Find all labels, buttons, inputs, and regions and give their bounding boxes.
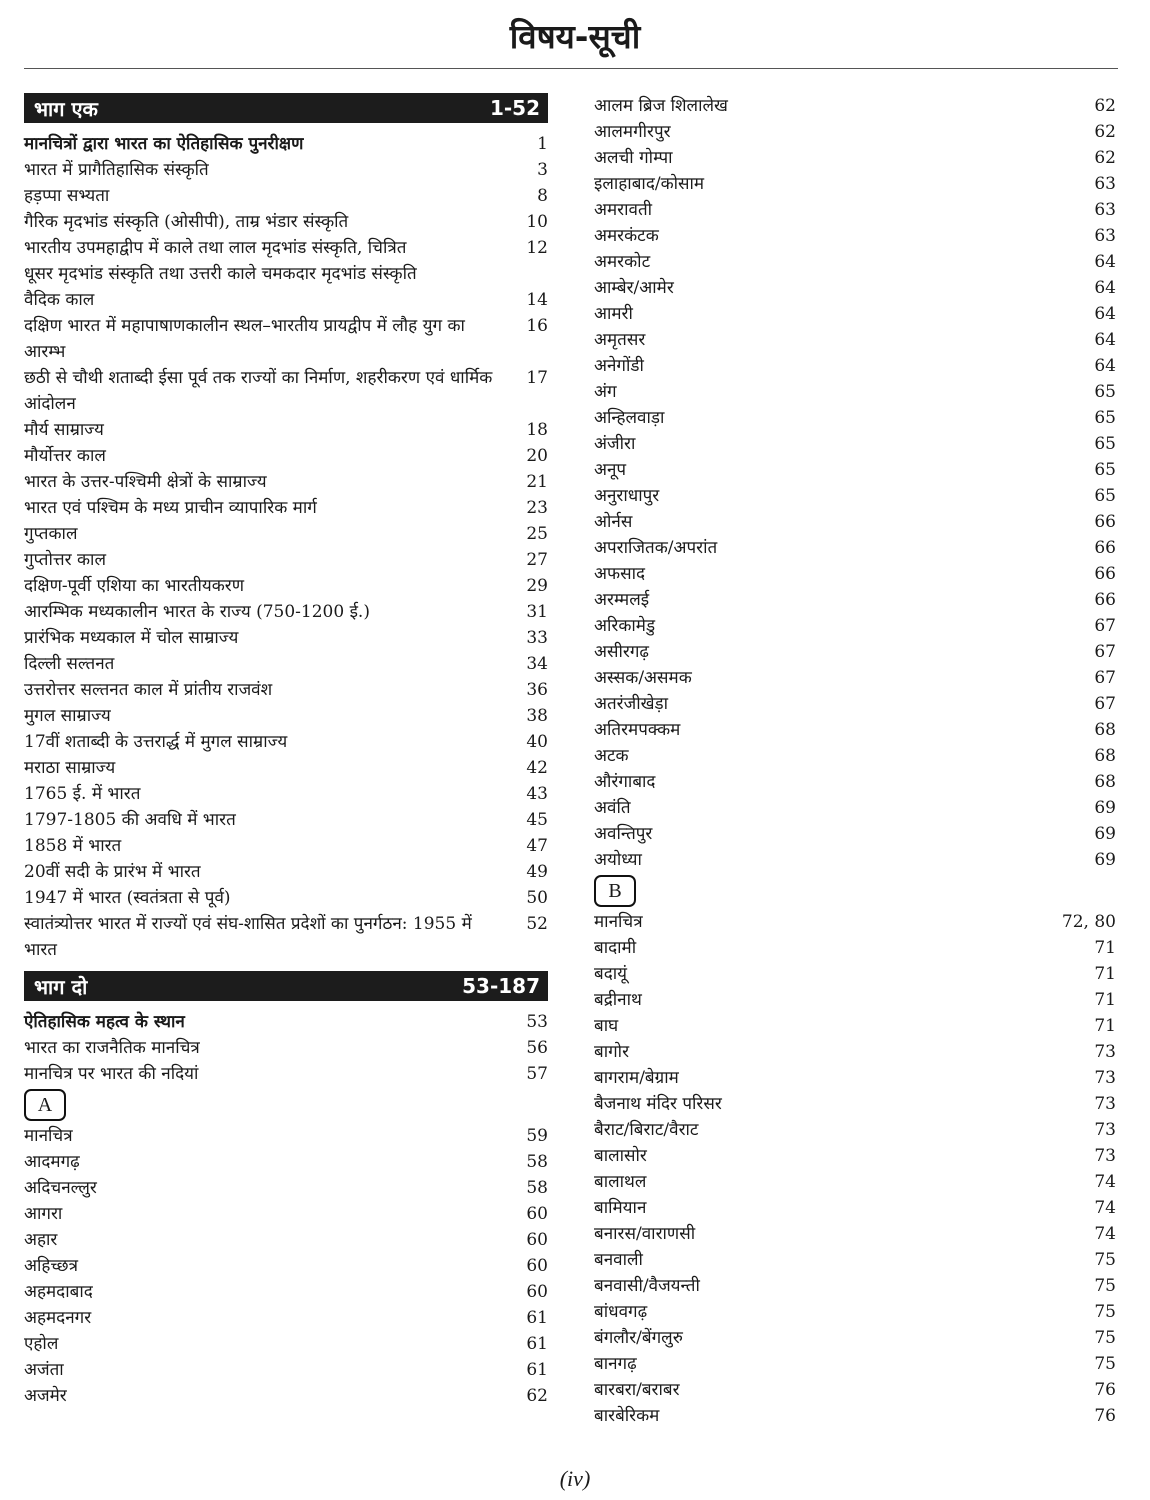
toc-entry [24,677,548,703]
toc-entry-page: 64 [1094,278,1116,298]
toc-entry [594,1091,1116,1117]
toc-entry-title: दक्षिण भारत में महापाषाणकालीन स्थल–भारतीय प्रायद्वीप में लौह युग का आरम्भ [24,316,465,362]
left-column [24,93,548,1409]
toc-entry [594,197,1116,223]
page-number: (iv) [559,1466,591,1491]
toc-entry-title: भारत में प्रागैतिहासिक संस्कृति [24,160,209,180]
toc-entry-page: 52 [526,914,548,934]
toc-entry [594,1221,1116,1247]
toc-entry-page: 75 [1094,1328,1116,1348]
toc-entry [24,1253,548,1279]
toc-entry-page: 58 [526,1152,548,1172]
toc-entry [24,365,548,417]
toc-entry-title: अस्सक/असमक [594,668,692,688]
toc-entry [594,795,1116,821]
toc-entry-title: 1858 में भारत [24,836,122,856]
toc-entry-title: मौर्य साम्राज्य [24,420,104,440]
toc-entry-page: 72, 80 [1061,912,1116,932]
toc-entry [24,573,548,599]
toc-entry [594,587,1116,613]
toc-entry-page: 68 [1094,720,1116,740]
toc-entry-page: 60 [526,1204,548,1224]
toc-entry-title: बारबरा/बराबर [594,1380,680,1400]
toc-entry-title: गुप्तकाल [24,524,78,544]
part-one-label: भाग एक [34,96,98,121]
section-b-entries [594,909,1116,1429]
toc-entry-page: 69 [1094,850,1116,870]
toc-entry-page: 71 [1094,990,1116,1010]
toc-entry [594,561,1116,587]
toc-entry-title: भारत के उत्तर-पश्चिमी क्षेत्रों के साम्राज्य [24,472,267,492]
toc-entry-title: बदायूं [594,964,627,984]
toc-entry-title: बनवासी/वैजयन्ती [594,1276,700,1296]
toc-entry [594,1039,1116,1065]
toc-entry-page: 25 [526,524,548,544]
toc-entry-title: बांधवगढ़ [594,1302,648,1322]
toc-entry [594,717,1116,743]
part-two-label: भाग दो [34,974,88,999]
toc-entry [594,275,1116,301]
toc-entry [594,691,1116,717]
toc-entry-title: अंजीरा [594,434,636,454]
toc-entry [24,625,548,651]
toc-entry-page: 64 [1094,330,1116,350]
toc-entry-page: 67 [1094,616,1116,636]
toc-entry-page: 64 [1094,356,1116,376]
toc-entry [24,599,548,625]
toc-entry-page: 66 [1094,538,1116,558]
toc-entry [594,743,1116,769]
toc-entry-page: 49 [526,862,548,882]
toc-entry [24,287,548,313]
toc-entry-page: 71 [1094,964,1116,984]
toc-entry-title: दिल्ली सल्तनत [24,654,115,674]
toc-entry [24,911,548,963]
toc-entry-title: 17वीं शताब्दी के उत्तरार्द्ध में मुगल साम्राज्य [24,732,288,752]
toc-entry-title: अपराजितक/अपरांत [594,538,718,558]
toc-entry-title: ओर्नस [594,512,633,532]
toc-entry-title: अफसाद [594,564,646,584]
toc-entry-title: मौर्योत्तर काल [24,446,106,466]
toc-entry-page: 56 [526,1038,548,1058]
toc-entry-page: 58 [526,1178,548,1198]
toc-entry-title: 1797-1805 की अवधि में भारत [24,810,236,830]
toc-entry [24,1035,548,1061]
part-two-entries [24,1009,548,1087]
toc-entry [594,1325,1116,1351]
toc-entry-title: बादामी [594,938,637,958]
toc-entry-page: 73 [1094,1068,1116,1088]
toc-entry-page: 63 [1094,226,1116,246]
toc-entry [594,1117,1116,1143]
toc-entry-title: अंग [594,382,617,402]
toc-entry-page: 18 [526,420,548,440]
toc-entry-title: औरंगाबाद [594,772,656,792]
toc-entry [24,469,548,495]
toc-entry-page: 61 [526,1334,548,1354]
toc-entry-page: 47 [526,836,548,856]
part-one-range: 1-52 [489,96,540,120]
toc-entry-title: आलमगीरपुर [594,122,671,142]
toc-entry [594,1273,1116,1299]
toc-entry [24,1331,548,1357]
toc-entry [24,521,548,547]
toc-entry-page: 42 [526,758,548,778]
toc-entry-title: असीरगढ़ [594,642,649,662]
toc-entry-title: मराठा साम्राज्य [24,758,116,778]
toc-entry-page: 57 [526,1064,548,1084]
toc-entry-title: अमरकंटक [594,226,659,246]
part-two-range: 53-187 [462,974,540,998]
toc-entry [594,847,1116,873]
toc-entry-page: 40 [526,732,548,752]
toc-entry-page: 65 [1094,434,1116,454]
toc-entry [594,909,1116,935]
toc-entry-page: 29 [526,576,548,596]
toc-entry [24,885,548,911]
toc-entry-title: आमरी [594,304,633,324]
toc-entry-page: 66 [1094,564,1116,584]
toc-entry-title: दक्षिण-पूर्वी एशिया का भारतीयकरण [24,576,245,596]
part-two-header [24,971,548,1001]
toc-entry-page: 33 [526,628,548,648]
toc-entry [24,729,548,755]
toc-entry [24,313,548,365]
toc-entry-page: 1 [537,134,548,154]
toc-entry-page: 73 [1094,1146,1116,1166]
toc-entry-page: 64 [1094,252,1116,272]
toc-entry-page: 63 [1094,174,1116,194]
toc-entry [24,131,548,157]
toc-entry-title: इलाहाबाद/कोसाम [594,174,705,194]
toc-entry-title: बद्रीनाथ [594,990,642,1010]
toc-entry [24,209,548,235]
toc-entry [594,1143,1116,1169]
toc-entry [24,261,548,287]
toc-entry [594,987,1116,1013]
toc-entry-title: अनेगोंडी [594,356,644,376]
toc-entry-title: आगरा [24,1204,63,1224]
toc-entry-title: बारबेरिकम [594,1406,660,1426]
toc-entry-title: 1947 में भारत (स्वतंत्रता से पूर्व) [24,888,231,908]
toc-entry-title: मानचित्र [594,912,643,932]
toc-entry [24,1201,548,1227]
toc-entry [594,405,1116,431]
toc-entry-page: 67 [1094,694,1116,714]
toc-entry-page: 14 [526,290,548,310]
toc-entry-page: 66 [1094,512,1116,532]
toc-entry-title: अहमदनगर [24,1308,92,1328]
toc-entry-page: 66 [1094,590,1116,610]
toc-entry [594,821,1116,847]
toc-entry [594,535,1116,561]
toc-entry [594,769,1116,795]
toc-entry-page: 75 [1094,1354,1116,1374]
toc-entry-title: एहोल [24,1334,59,1354]
toc-entry [594,457,1116,483]
toc-entry-title: भारतीय उपमहाद्वीप में काले तथा लाल मृदभांड संस्कृति, चित्रित [24,238,407,258]
toc-entry-title: बामियान [594,1198,647,1218]
toc-entry-title: अनूप [594,460,627,480]
toc-entry-page: 16 [526,316,548,336]
toc-entry [24,235,548,261]
toc-entry-page: 45 [526,810,548,830]
toc-entry-title: वैदिक काल [24,290,95,310]
toc-entry [594,1299,1116,1325]
toc-entry-title: 1765 ई. में भारत [24,784,141,804]
toc-entry-title: आम्बेर/आमेर [594,278,674,298]
toc-entry-page: 74 [1094,1198,1116,1218]
right-column [594,93,1116,1429]
toc-entry-title: अमृतसर [594,330,646,350]
part-one-header [24,93,548,123]
toc-entry-title: अवंति [594,798,631,818]
toc-entry-title: बाघ [594,1016,619,1036]
toc-entry-title: उत्तरोत्तर सल्तनत काल में प्रांतीय राजवंश [24,680,273,700]
toc-entry-title: भारत का राजनैतिक मानचित्र [24,1038,200,1058]
toc-entry-page: 60 [526,1256,548,1276]
toc-entry-title: गैरिक मृदभांड संस्कृति (ओसीपी), ताम्र भंडार संस्कृति [24,212,349,232]
toc-entry-page: 75 [1094,1250,1116,1270]
toc-entry-page: 63 [1094,200,1116,220]
toc-entry [24,495,548,521]
toc-entry-page: 69 [1094,824,1116,844]
section-letter-a: A [24,1089,66,1121]
toc-entry-title: अवन्तिपुर [594,824,653,844]
toc-entry [594,1169,1116,1195]
toc-entry [594,509,1116,535]
toc-entry-page: 21 [526,472,548,492]
toc-entry-page: 17 [526,368,548,388]
toc-entry [594,1195,1116,1221]
toc-entry-title: मानचित्र पर भारत की नदियां [24,1064,199,1084]
toc-entry-page: 12 [526,238,548,258]
toc-entry-title: प्रारंभिक मध्यकाल में चोल साम्राज्य [24,628,239,648]
part-one-entries [24,131,548,963]
toc-entry-page: 71 [1094,938,1116,958]
toc-entry-title: अजंता [24,1360,64,1380]
toc-entry-page: 68 [1094,772,1116,792]
toc-entry [594,1247,1116,1273]
toc-entry-title: 20वीं सदी के प्रारंभ में भारत [24,862,201,882]
toc-entry [594,327,1116,353]
toc-entry [24,1357,548,1383]
toc-entry [594,1403,1116,1429]
toc-entry-page: 60 [526,1282,548,1302]
toc-entry [594,613,1116,639]
toc-entry [24,183,548,209]
toc-entry [24,417,548,443]
toc-entry-title: अहिच्छत्र [24,1256,78,1276]
toc-entry [594,301,1116,327]
toc-entry-title: बनवाली [594,1250,643,1270]
toc-entry [24,807,548,833]
toc-entry-title: अन्हिलवाड़ा [594,408,665,428]
toc-entry [594,353,1116,379]
toc-entry [24,1175,548,1201]
toc-entry-page: 53 [526,1012,548,1032]
toc-entry [594,1351,1116,1377]
toc-entry-title: अदिचनल्लुर [24,1178,97,1198]
toc-entry-title: बैराट/बिराट/वैराट [594,1120,699,1140]
toc-entry [24,547,548,573]
toc-entry-page: 61 [526,1308,548,1328]
toc-entry [594,961,1116,987]
toc-entry-title: अनुराधापुर [594,486,660,506]
toc-entry [24,859,548,885]
toc-entry-page: 73 [1094,1094,1116,1114]
toc-entry-page: 62 [1094,122,1116,142]
toc-entry-title: बालासोर [594,1146,647,1166]
toc-entry-title: बागोर [594,1042,630,1062]
toc-entry [24,1305,548,1331]
toc-entry-title: आलम ब्रिज शिलालेख [594,96,728,116]
toc-entry-page: 74 [1094,1172,1116,1192]
toc-entry [24,1061,548,1087]
toc-entry [24,157,548,183]
toc-entry-page: 76 [1094,1380,1116,1400]
toc-entry-page: 68 [1094,746,1116,766]
section-a-entries-left [24,1123,548,1409]
toc-entry-title: बागराम/बेग्राम [594,1068,679,1088]
toc-entry-title: अयोध्या [594,850,642,870]
toc-entry-title: अहमदाबाद [24,1282,93,1302]
toc-entry [24,833,548,859]
toc-entry-page: 62 [1094,96,1116,116]
toc-entry [594,483,1116,509]
toc-entry [594,249,1116,275]
toc-entry [24,1279,548,1305]
toc-entry [24,703,548,729]
toc-entry [594,1013,1116,1039]
toc-entry-title: अतरंजीखेड़ा [594,694,669,714]
toc-entry-title: मानचित्र [24,1126,73,1146]
toc-entry [24,443,548,469]
toc-entry-page: 65 [1094,486,1116,506]
toc-entry-title: अजमेर [24,1386,67,1406]
toc-entry [24,1123,548,1149]
toc-entry-page: 71 [1094,1016,1116,1036]
toc-entry-page: 65 [1094,408,1116,428]
toc-entry-title: अरिकामेडु [594,616,656,636]
toc-entry-title: गुप्तोत्तर काल [24,550,106,570]
toc-entry-title: बैजनाथ मंदिर परिसर [594,1094,722,1114]
toc-entry-page: 36 [526,680,548,700]
toc-entry-title: बनारस/वाराणसी [594,1224,696,1244]
toc-entry-page: 75 [1094,1276,1116,1296]
toc-entry-page: 60 [526,1230,548,1250]
toc-entry-title: बालाथल [594,1172,647,1192]
toc-entry-page: 8 [537,186,548,206]
toc-entry [24,651,548,677]
toc-entry-page: 43 [526,784,548,804]
toc-entry [24,1383,548,1409]
toc-entry [594,1065,1116,1091]
toc-entry-title: अतिरमपक्कम [594,720,681,740]
toc-entry-title: भारत एवं पश्चिम के मध्य प्राचीन व्यापारिक मार्ग [24,498,317,518]
toc-entry [594,1377,1116,1403]
toc-entry-page: 59 [526,1126,548,1146]
toc-entry-page: 73 [1094,1042,1116,1062]
toc-entry-page: 75 [1094,1302,1116,1322]
toc-entry-page: 65 [1094,460,1116,480]
toc-entry [594,223,1116,249]
toc-entry-page: 34 [526,654,548,674]
toc-entry [594,665,1116,691]
toc-entry [594,145,1116,171]
toc-entry-page: 65 [1094,382,1116,402]
toc-entry-title: धूसर मृदभांड संस्कृति तथा उत्तरी काले चमकदार मृदभांड संस्कृति [24,264,417,284]
toc-entry-page: 76 [1094,1406,1116,1426]
toc-entry-title: ऐतिहासिक महत्व के स्थान [24,1012,185,1032]
toc-entry-title: अलची गोम्पा [594,148,673,168]
toc-entry-page: 62 [1094,148,1116,168]
toc-entry [24,1149,548,1175]
toc-entry [594,119,1116,145]
toc-entry-page: 73 [1094,1120,1116,1140]
toc-entry-title: स्वातंत्र्योत्तर भारत में राज्यों एवं संघ-शासित प्रदेशों का पुनर्गठन: 1955 में भारत [24,914,472,960]
toc-entry-page: 67 [1094,668,1116,688]
section-letter-b: B [594,875,636,907]
toc-entry-page: 20 [526,446,548,466]
toc-entry-title: हड़प्पा सभ्यता [24,186,110,206]
toc-entry-page: 31 [526,602,548,622]
toc-entry-title: छठी से चौथी शताब्दी ईसा पूर्व तक राज्यों का निर्माण, शहरीकरण एवं धार्मिक आंदोलन [24,368,493,414]
toc-entry-title: बंगलौर/बेंगलुरु [594,1328,683,1348]
toc-entry-title: अहार [24,1230,58,1250]
toc-entry-page: 61 [526,1360,548,1380]
toc-entry [24,1227,548,1253]
toc-entry [594,379,1116,405]
section-a-entries-right [594,93,1116,873]
toc-entry-page: 67 [1094,642,1116,662]
toc-entry [594,93,1116,119]
toc-entry-page: 38 [526,706,548,726]
toc-entry-title: मुगल साम्राज्य [24,706,111,726]
toc-entry [594,431,1116,457]
toc-entry-title: आरम्भिक मध्यकालीन भारत के राज्य (750-1200 ई.) [24,602,370,622]
toc-entry-title: आदमगढ़ [24,1152,80,1172]
page-title: विषय-सूची [509,17,641,56]
toc-entry-page: 50 [526,888,548,908]
toc-entry [594,171,1116,197]
toc-entry [24,1009,548,1035]
toc-entry-page: 62 [526,1386,548,1406]
toc-entry-page: 27 [526,550,548,570]
toc-entry-title: अमरावती [594,200,653,220]
toc-entry-page: 74 [1094,1224,1116,1244]
toc-entry-page: 69 [1094,798,1116,818]
toc-entry [594,639,1116,665]
toc-entry-page: 10 [526,212,548,232]
toc-entry-title: अमरकोट [594,252,651,272]
toc-entry-title: बानगढ़ [594,1354,637,1374]
toc-entry-title: मानचित्रों द्वारा भारत का ऐतिहासिक पुनरीक्षण [24,134,304,154]
toc-entry [24,781,548,807]
toc-entry [594,935,1116,961]
toc-entry [24,755,548,781]
toc-entry-page: 64 [1094,304,1116,324]
toc-entry-title: अटक [594,746,629,766]
toc-entry-page: 23 [526,498,548,518]
toc-entry-title: अरम्मलई [594,590,650,610]
toc-entry-page: 3 [537,160,548,180]
title-divider [24,68,1118,69]
